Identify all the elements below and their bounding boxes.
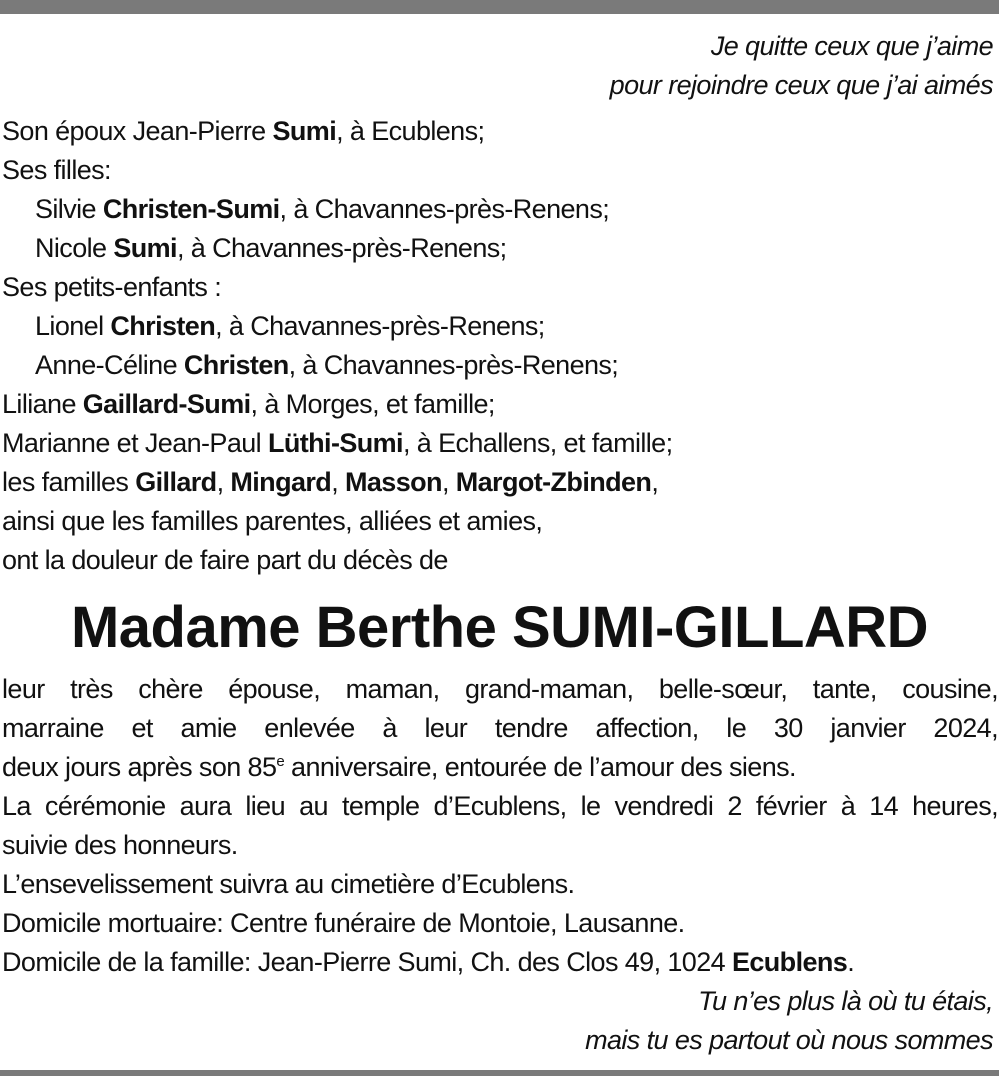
family-grandchild-2: Anne-Céline Christen, à Chavannes-près-Renens; <box>35 350 619 380</box>
body-line-1: leur très chère épouse, maman, grand-maman, belle-sœur, tante, cousine, <box>2 674 998 704</box>
family-parents-line: ainsi que les familles parentes, alliées et amies, <box>2 506 543 536</box>
top-rule <box>0 0 999 14</box>
closing-quote-line-2: mais tu es partout où nous sommes <box>585 1025 993 1055</box>
grandchildren-label: Ses petits-enfants : <box>2 272 222 302</box>
opening-quote <box>610 27 993 105</box>
ceremony-line-2: suivie des honneurs. <box>2 830 238 860</box>
notice-body <box>2 670 998 982</box>
family-grandchild-1: Lionel Christen, à Chavannes-près-Renens; <box>35 311 545 341</box>
opening-quote-line-1: Je quitte ceux que j’aime <box>710 31 993 61</box>
family-daughter-1: Silvie Christen-Sumi, à Chavannes-près-Renens; <box>35 194 610 224</box>
announcement-line: ont la douleur de faire part du décès de <box>2 545 448 575</box>
family-relative-1: Liliane Gaillard-Sumi, à Morges, et famille; <box>2 389 495 419</box>
deceased-name: Madame Berthe SUMI-GILLARD <box>70 595 929 660</box>
burial-line: L’ensevelissement suivra au cimetière d’Ecublens. <box>2 869 575 899</box>
body-line-3: deux jours après son 85e anniversaire, entourée de l’amour des siens. <box>2 752 796 782</box>
family-list <box>2 112 673 580</box>
daughters-label: Ses filles: <box>2 155 111 185</box>
closing-quote-line-1: Tu n’es plus là où tu étais, <box>698 986 993 1016</box>
family-surnames: les familles Gillard, Mingard, Masson, Margot-Zbinden, <box>2 467 659 497</box>
family-relative-2: Marianne et Jean-Paul Lüthi-Sumi, à Echallens, et famille; <box>2 428 673 458</box>
ceremony-line-1: La cérémonie aura lieu au temple d’Ecublens, le vendredi 2 février à 14 heures, <box>2 791 998 821</box>
body-line-2: marraine et amie enlevée à leur tendre affection, le 30 janvier 2024, <box>2 713 998 743</box>
closing-quote <box>585 982 993 1060</box>
opening-quote-line-2: pour rejoindre ceux que j’ai aimés <box>609 70 993 100</box>
bottom-rule <box>0 1070 999 1076</box>
family-daughter-2: Nicole Sumi, à Chavannes-près-Renens; <box>35 233 507 263</box>
family-spouse: Son époux Jean-Pierre Sumi, à Ecublens; <box>2 116 485 146</box>
mortuary-line: Domicile mortuaire: Centre funéraire de Montoie, Lausanne. <box>2 908 685 938</box>
family-home-line: Domicile de la famille: Jean-Pierre Sumi, Ch. des Clos 49, 1024 Ecublens. <box>2 947 855 977</box>
